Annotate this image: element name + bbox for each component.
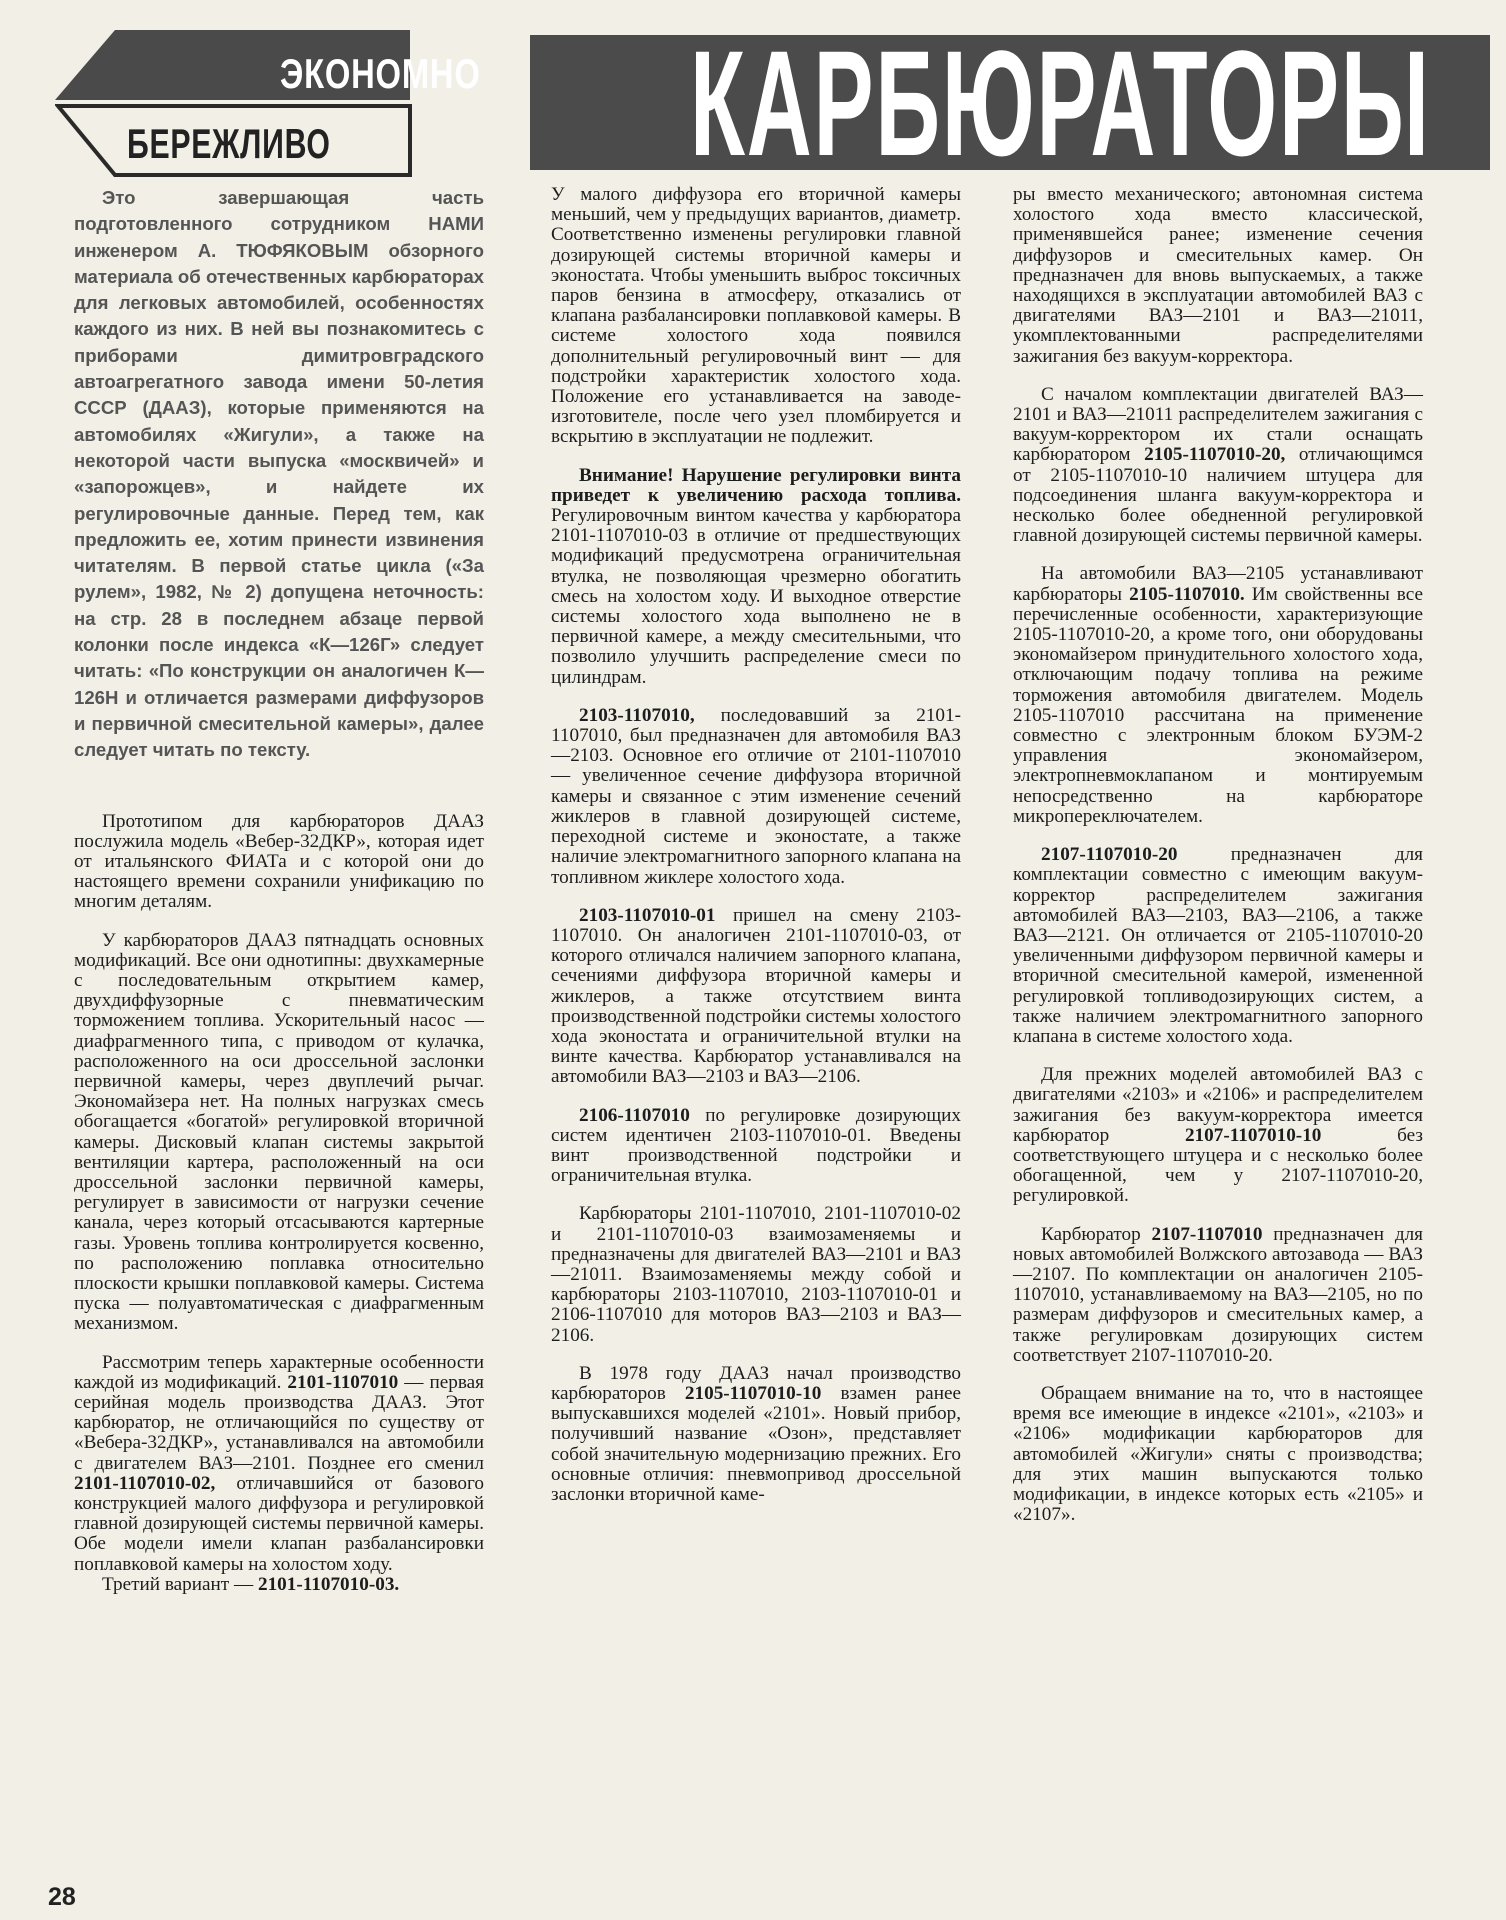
warning-paragraph: Внимание! Нарушение регулировки винта приведет к увеличению расхода топлива. Регулировочным винтом качества у карбюратора 2101-1107010-03 в отличие от предшествующих модификаций предусмотрена ограничительная втулка, не позволяющая чрезмерно обогатить смесь на холостом ходу. И выходное отверстие системы холостого хода выполнено не в первичной камере, а между смесительными, что позволило улучшить распределение смеси по цилиндрам. <box>551 464 961 688</box>
paragraph: Для прежних моделей автомобилей ВАЗ с двигателями «2103» и «2106» и распределителем зажигания без вакуум-корректора имеется карбюратор 2107-1107010-10 без соответствующего штуцера и с несколько более обогащенной, чем у 2107-1107010-20, регулировкой. <box>1013 1064 1423 1207</box>
paragraph: В 1978 году ДААЗ начал производство карбюраторов 2105-1107010-10 взамен ранее выпускавшихся моделей «2101». Новый прибор, получивший название «Озон», представляет собой значительную модернизацию прежних. Его основные отличия: пневмопривод дроссельной заслонки вторичной каме- <box>551 1362 962 1505</box>
rubric-badge <box>55 20 481 185</box>
column-1 <box>74 185 484 1613</box>
paragraph: У карбюраторов ДААЗ пятнадцать основных модификаций. Все они однотипны: двухкамерные с последовательным открытием камер, двухдиффузорные с пневматическим торможением топлива. Ускорительный насос — диафрагменного типа, с приводом от кулачка, расположенного на оси дроссельной заслонки первичной камеры, через двуплечий рычаг. Экономайзера нет. На полных нагрузках смесь обогащается «богатой» регулировкой вторичной камеры. Дисковый клапан системы закрытой вентиляции картера, расположенный на оси дроссельной заслонки первичной камеры, регулирует в зависимости от нагрузки сечение канала, через который отсасываются картерные газы. Уровень топлива контролируется косвенно, по расположению поплавка относительно плоскости крышки поплавковой камеры. Система пуска — полуавтоматическая с диафрагменным механизмом. <box>74 929 484 1335</box>
paragraph: 2103-1107010, последовавший за 2101-1107010, был предназначен для автомобиля ВАЗ—2103. Основное его отличие от 2101-1107010 — увеличенное сечение диффузора вторичной камеры и связанное с этим изменение сечений жиклеров в главной дозирующей системе, переходной системе и эконостате, а также наличие электромагнитного запорного клапана на топливном жиклере холостого хода. <box>551 704 961 888</box>
page-number: 28 <box>48 1883 76 1911</box>
paragraph: ры вместо механического; автономная система холостого хода вместо классической, применявшейся ранее; изменение сечения диффузоров и смесительных камер. Он предназначен для вновь выпускаемых, а также находящихся в эксплуатации автомобилей ВАЗ с двигателями ВАЗ—2101 и ВАЗ—21011, укомплектованными распределителями зажигания без вакуум-корректора. <box>1013 184 1423 367</box>
paragraph: 2106-1107010 по регулировке дозирующих систем идентичен 2103-1107010-01. Введены винт производственной подстройки и ограничительная втулка. <box>551 1104 962 1187</box>
column-3 <box>1013 185 1423 1543</box>
paragraph: Карбюраторы 2101-1107010, 2101-1107010-02 и 2101-1107010-03 взаимозаменяемы и предназначены для двигателей ВАЗ—2101 и ВАЗ—21011. Взаимозаменяемы между собой и карбюраторы 2103-1107010, 2103-1107010-01 и 2106-1107010 для моторов ВАЗ—2103 и ВАЗ—2106. <box>551 1203 961 1346</box>
intro-block <box>74 185 484 764</box>
intro-paragraph: Это завершающая часть подготовленного сотрудником НАМИ инженером А. ТЮФЯКОВЫМ обзорного материала об отечественных карбюраторах для легковых автомобилей, особенностях каждого из них. В ней вы познакомитесь с приборами димитровградского автоагрегатного завода имени 50-летия СССР (ДААЗ), которые применяются на автомобилях «Жигули», а также на некоторой части выпуска «москвичей» и «запорожцев», и найдете их регулировочные данные. Перед тем, как предложить ее, хотим принести извинения читателям. В первой статье цикла («За рулем», 1982, № 2) допущена неточность: на стр. 28 в последнем абзаце первой колонки после индекса «К—126Г» следует читать: «По конструкции он аналогичен К—126Н и отличается размерами диффузоров и первичной смесительной камеры», далее следует читать по тексту. <box>74 187 484 761</box>
paragraph: У малого диффузора его вторичной камеры меньший, чем у предыдущих вариантов, диаметр. Соответственно изменены регулировки главной дозирующей системы вторичной камеры и эконостата. Чтобы уменьшить выброс токсичных паров бензина в атмосферу, отказались от клапана разбалансировки поплавковой камеры. В системе холостого хода появился дополнительный регулировочный винт — для подстройки характеристик холостого хода. Положение его устанавливается на заводе-изготовителе, после чего узел пломбируется и вскрытию в эксплуатации не подлежит. <box>551 184 961 448</box>
paragraph: На автомобили ВАЗ—2105 устанавливают карбюраторы 2105-1107010. Им свойственны все перечисленные особенности, характеризующие 2105-1107010-20, а кроме того, они оборудованы экономайзером принудительного холостого хода, отключающим подачу топлива на режиме торможения автомобиля двигателем. Модель 2105-1107010 рассчитана на применение совместно с электронным блоком БУЭМ-2 управления экономайзером, электропневмоклапаном и монтируемым непосредственно на карбюраторе микропереключателем. <box>1013 563 1423 827</box>
paragraph: Третий вариант — 2101-1107010-03. <box>102 1573 400 1595</box>
paragraph: 2107-1107010-20 предназначен для комплектации совместно с имеющим вакуум-корректор распределителем зажигания автомобилей ВАЗ—2103, ВАЗ—2106, а также ВАЗ—2121. Он отличается от 2105-1107010-20 увеличенными диффузором первичной камеры и вторичной смесительной камерой, измененной регулировкой топливодозирующих систем, а также наличием электромагнитного запорного клапана в системе холостого хода. <box>1013 844 1423 1047</box>
rubric-top-text: ЭКОНОМНО <box>280 50 481 97</box>
paragraph: Рассмотрим теперь характерные особенности каждой из модификаций. 2101-1107010 — первая серийная модель производства ДААЗ. Этот карбюратор, не отличающийся по существу от «Вебера-32ДКР», устанавливался на автомобили с двигателем ВАЗ—2101. Позднее его сменил 2101-1107010-02, отличавшийся от базового конструкцией малого диффузора и регулировкой главной дозирующей системы первичной камеры. Обе модели имели клапан разбалансировки поплавковой камеры на холостом ходу. <box>74 1351 485 1575</box>
paragraph: 2103-1107010-01 пришел на смену 2103-1107010. Он аналогичен 2101-1107010-03, от которого отличался наличием запорного клапана, сечениями диффузора вторичной камеры и жиклеров, а также отсутствием винта производственной подстройки системы холостого хода эконостата и ограничительной втулки на винте качества. Карбюратор устанавливался на автомобили ВАЗ—2103 и ВАЗ—2106. <box>551 904 962 1088</box>
paragraph: С началом комплектации двигателей ВАЗ—2101 и ВАЗ—21011 распределителем зажигания с вакуум-корректором их стали оснащать карбюратором 2105-1107010-20, отличающимся от 2105-1107010-10 наличием штуцера для подсоединения шланга вакуум-корректора и несколько более обедненной регулировкой главной дозирующей системы первичной камеры. <box>1013 383 1424 547</box>
paragraph: Карбюратор 2107-1107010 предназначен для новых автомобилей Волжского автозавода — ВАЗ—2107. По комплектации он аналогичен 2105-1107010, устанавливаемому на ВАЗ—2105, но по размерам диффузоров и смесительных камер, а также регулировкам дозирующих систем соответствует 2107-1107010-20. <box>1013 1223 1424 1366</box>
paragraph: Прототипом для карбюраторов ДААЗ послужила модель «Вебер-32ДКР», которая идет от итальянского ФИАТа и с которой они до настоящего времени сохранили унификацию по многим деталям. <box>74 810 484 913</box>
rubric-bottom-text: БЕРЕЖЛИВО <box>127 120 331 167</box>
article-title: КАРБЮРАТОРЫ <box>690 19 1431 187</box>
paragraph: Обращаем внимание на то, что в настоящее время все имеющие в индексе «2101», «2103» и «2106» модификации карбюраторов для автомобилей «Жигули» сняты с производства; для этих машин выпускаются только модификации, в индексе которых есть «2105» и «2107». <box>1013 1382 1423 1526</box>
column-2 <box>551 185 961 1523</box>
